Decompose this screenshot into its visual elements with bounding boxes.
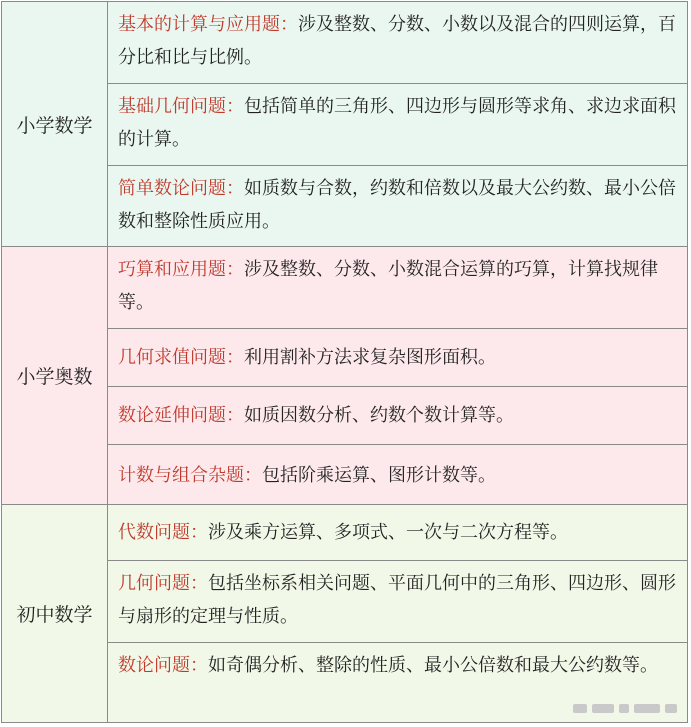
topic-title: 基础几何问题: [118, 96, 226, 117]
topic-title: 代数问题: [118, 522, 190, 543]
topic-cell: 巧算和应用题：涉及整数、分数、小数混合运算的巧算，计算找规律等。: [108, 247, 687, 329]
topic-cell: 计数与组合杂题：包括阶乘运算、图形计数等。: [118, 464, 496, 486]
topic-cell: 基础几何问题：包括简单的三角形、四边形与圆形等求角、求边求面积的计算。: [108, 84, 687, 166]
curriculum-table: [1, 1, 688, 723]
topic-cell: 几何问题：包括坐标系相关问题、平面几何中的三角形、四边形、圆形与扇形的定理与性质。: [108, 561, 687, 643]
topic-description: 如质因数分析、约数个数计算等。: [244, 405, 514, 426]
topic-description: 涉及整数、分数、小数以及混合的四则运算，百分比和比与比例。: [118, 14, 676, 68]
topic-description: 涉及乘方运算、多项式、一次与二次方程等。: [208, 522, 568, 543]
topic-title: 几何求值问题: [118, 347, 226, 368]
topic-description: 涉及整数、分数、小数混合运算的巧算，计算找规律等。: [118, 259, 658, 313]
topic-title: 数论问题: [118, 655, 190, 676]
topic-description: 包括阶乘运算、图形计数等。: [262, 464, 496, 486]
group-olympiad-math: [2, 247, 687, 505]
topic-description: 如质数与合数，约数和倍数以及最大公约数、最小公倍数和整除性质应用。: [118, 178, 676, 232]
topic-title: 基本的计算与应用题: [118, 14, 280, 35]
group-primary-math: [2, 2, 687, 247]
topic-cell: 数论问题：如奇偶分析、整除的性质、最小公倍数和最大公约数等。: [118, 655, 658, 676]
group-name: 小学数学: [2, 2, 108, 246]
topic-description: 利用割补方法求复杂图形面积。: [244, 347, 496, 368]
group-name: 初中数学: [2, 505, 108, 722]
watermark: [573, 704, 677, 713]
topic-cell: 代数问题：涉及乘方运算、多项式、一次与二次方程等。: [108, 505, 687, 561]
topic-title: 简单数论问题: [118, 178, 226, 199]
topic-cell: 简单数论问题：如质数与合数，约数和倍数以及最大公约数、最小公倍数和整除性质应用。: [118, 178, 676, 232]
topic-title: 计数与组合杂题: [118, 464, 244, 486]
topic-title: 巧算和应用题: [118, 259, 226, 280]
topic-description: 包括简单的三角形、四边形与圆形等求角、求边求面积的计算。: [118, 96, 676, 150]
group-name: 小学奥数: [2, 247, 108, 504]
topic-cell: 几何求值问题：利用割补方法求复杂图形面积。: [108, 329, 687, 387]
group-junior-high-math: [2, 505, 687, 722]
topic-cell: 数论延伸问题：如质因数分析、约数个数计算等。: [108, 387, 687, 445]
topic-description: 包括坐标系相关问题、平面几何中的三角形、四边形、圆形与扇形的定理与性质。: [118, 573, 676, 627]
topic-cell: 基本的计算与应用题：涉及整数、分数、小数以及混合的四则运算，百分比和比与比例。: [108, 2, 687, 84]
topic-title: 几何问题: [118, 573, 190, 594]
topic-title: 数论延伸问题: [118, 405, 226, 426]
topic-description: 如奇偶分析、整除的性质、最小公倍数和最大公约数等。: [208, 655, 658, 676]
